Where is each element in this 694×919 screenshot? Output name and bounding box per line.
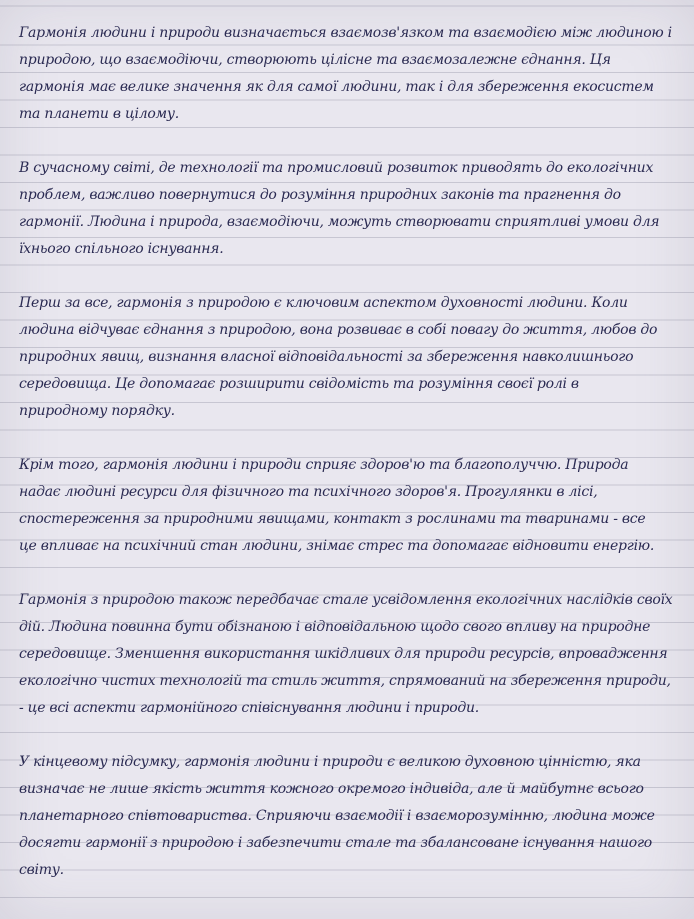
text-line: Перш за все, гармонія з природою є ключовим аспектом духовності людини. Коли (19, 295, 628, 311)
text-line: людина відчуває єднання з природою, вона розвиває в собі повагу до життя, любов до (19, 322, 658, 338)
text-line: Гармонія з природою також передбачає стале усвідомлення екологічних наслідків своїх (19, 592, 673, 608)
paragraph (19, 749, 679, 884)
text-line: проблем, важливо повернутися до розуміння природних законів та прагнення до (19, 187, 621, 203)
text-line: спостереження за природними явищами, контакт з рослинами та тваринами - все (19, 511, 646, 527)
text-line: та планети в цілому. (19, 106, 179, 122)
text-line: дій. Людина повинна бути обізнаною і відповідальною щодо свого впливу на природне (19, 619, 651, 635)
text-line: досягти гармонії з природою і забезпечити стале та збалансоване існування нашого (19, 835, 652, 851)
text-line: природному порядку. (19, 403, 175, 419)
text-line: середовища. Це допомагає розширити свідомість та розуміння своєї ролі в (19, 376, 579, 392)
text-line: В сучасному світі, де технології та промисловий розвиток приводять до екологічних (19, 160, 654, 176)
text-line: це впливає на психічний стан людини, знімає стрес та допомагає відновити енергію. (19, 538, 655, 554)
text-line: гармонія має велике значення як для самої людини, так і для збереження екосистем (19, 79, 654, 95)
text-line: Гармонія людини і природи визначається взаємозв'язком та взаємодією між людиною і (19, 25, 672, 41)
text-line: планетарного співтовариства. Сприяючи взаємодії і взаєморозумінню, людина може (19, 808, 655, 824)
text-line: природою, що взаємодіючи, створюють цілісне та взаємозалежне єднання. Ця (19, 52, 611, 68)
paragraph (19, 20, 679, 128)
text-line: їхнього спільного існування. (19, 241, 224, 257)
text-line: Крім того, гармонія людини і природи сприяє здоров'ю та благополуччю. Природа (19, 457, 629, 473)
text-line: гармонії. Людина і природа, взаємодіючи, можуть створювати сприятливі умови для (19, 214, 660, 230)
handwritten-essay (19, 20, 679, 911)
paragraph (19, 290, 679, 425)
text-line: екологічно чистих технологій та стиль життя, спрямований на збереження природи, (19, 673, 671, 689)
text-line: надає людині ресурси для фізичного та психічного здоров'я. Прогулянки в лісі, (19, 484, 598, 500)
paragraph (19, 452, 679, 560)
text-line: середовище. Зменшення використання шкідливих для природи ресурсів, впровадження (19, 646, 668, 662)
text-line: - це всі аспекти гармонійного співіснування людини і природи. (19, 700, 479, 716)
text-line: визначає не лише якість життя кожного окремого індивіда, але й майбутнє всього (19, 781, 644, 797)
text-line: світу. (19, 862, 64, 878)
text-line: природних явищ, визнання власної відповідальності за збереження навколишнього (19, 349, 634, 365)
paragraph (19, 587, 679, 722)
paragraph (19, 155, 679, 263)
text-line: У кінцевому підсумку, гармонія людини і природи є великою духовною цінністю, яка (19, 754, 641, 770)
